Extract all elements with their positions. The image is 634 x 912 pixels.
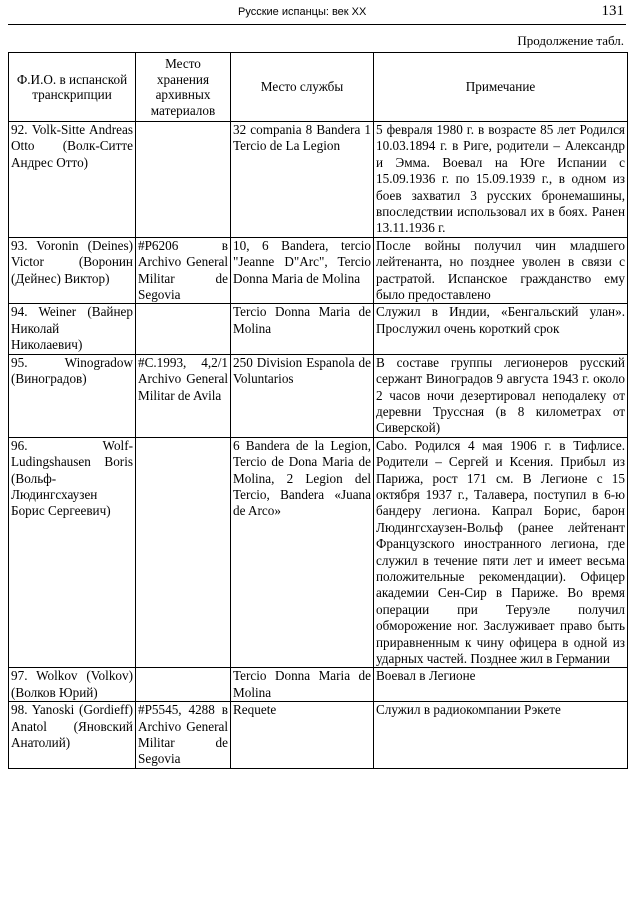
cell-archive: [136, 668, 231, 702]
cell-service: Tercio Donna Maria de Molina: [231, 668, 374, 702]
cell-name: 95. Winogradow (Виноградов): [9, 354, 136, 437]
column-header-archive: Место хранения архивных материалов: [136, 53, 231, 122]
column-header-service: Место службы: [231, 53, 374, 122]
page-number: 131: [601, 3, 624, 19]
table-header-row: [9, 53, 628, 122]
cell-name: 96. Wolf-Ludingshausen Boris (Вольф-Людингсхаузен Борис Сергеевич): [9, 437, 136, 668]
cell-note: Служил в радиокомпании Рэкете: [374, 702, 628, 769]
cell-note: Служил в Индии, «Бенгальский улан». Прослужил очень короткий срок: [374, 304, 628, 354]
cell-service: 32 compania 8 Bandera 1 Tercio de La Legion: [231, 122, 374, 238]
running-title: Русские испанцы: век XX: [238, 6, 367, 18]
cell-note: После войны получил чин младшего лейтенанта, но позднее уволен в связи с растратой. Испанское гражданство ему было предоставлено: [374, 237, 628, 304]
cell-archive: [136, 122, 231, 238]
cell-note: Воевал в Легионе: [374, 668, 628, 702]
cell-archive: [136, 437, 231, 668]
cell-archive: [136, 304, 231, 354]
running-header: [8, 2, 626, 25]
cell-note: 5 февраля 1980 г. в возрасте 85 лет Родился 10.03.1894 г. в Риге, родители – Александр и Эмма. Воевал на Юге Испании с 15.09.1936 г. по 15.09.1939 г., в одном из боев захватил 3 русских бронемашины, впоследствии использовал их в боях. Ранен 13.11.1936 г.: [374, 122, 628, 238]
column-header-note: Примечание: [374, 53, 628, 122]
cell-archive: #P6206 в Archivo General Militar de Segovia: [136, 237, 231, 304]
table-continuation-label: Продолжение табл.: [517, 33, 624, 48]
table-row: [9, 304, 628, 354]
cell-service: Requete: [231, 702, 374, 769]
cell-name: 98. Yanoski (Gordieff) Anatol (Яновский Анатолий): [9, 702, 136, 769]
cell-archive: #C.1993, 4,2/1 Archivo General Militar de Avila: [136, 354, 231, 437]
table-row: [9, 437, 628, 668]
cell-service: 10, 6 Bandera, tercio "Jeanne D"Arc", Tercio Donna Maria de Molina: [231, 237, 374, 304]
table-row: [9, 354, 628, 437]
cell-note: В составе группы легионеров русский сержант Виноградов 9 августа 1943 г. около 2 часов ночи дезертировал неподалеку от деревни Труссная (в 8 километрах от Сиверской): [374, 354, 628, 437]
cell-name: 94. Weiner (Вайнер Николай Николаевич): [9, 304, 136, 354]
cell-service: Tercio Donna Maria de Molina: [231, 304, 374, 354]
cell-archive: #P5545, 4288 в Archivo General Militar de Segovia: [136, 702, 231, 769]
cell-name: 92. Volk-Sitte Andreas Otto (Волк-Ситте Андрес Отто): [9, 122, 136, 238]
cell-note: Cabo. Родился 4 мая 1906 г. в Тифлисе. Родители – Сергей и Ксения. Прибыл из Парижа, рост 171 см. В Легионе с 15 октября 1937 г., Талавера, поступил в 6-ю бандеру легиона. Капрал Борис, барон Людингсхаузен-Вольф (ранее лейтенант Французского иностранного легиона, где служил в течение пяти лет и имеет весьма положительные рекомендации). Офицер академии Сен-Сир в Париже. Во время операции при Теруэле получил обморожение ног. Заслуживает право быть приравненным к чину офицера в одной из ударных частей. Позднее жил в Германии: [374, 437, 628, 668]
cell-service: 250 Division Espanola de Voluntarios: [231, 354, 374, 437]
table-row: [9, 237, 628, 304]
cell-service: 6 Bandera de la Legion, Tercio de Dona Maria de Molina, 2 Legion del Tercio, Bandera «Juana de Arco»: [231, 437, 374, 668]
cell-name: 97. Wolkov (Volkov) (Волков Юрий): [9, 668, 136, 702]
table-row: [9, 668, 628, 702]
table-row: [9, 702, 628, 769]
personnel-table: [8, 52, 628, 769]
column-header-name: Ф.И.О. в испанской транскрипции: [9, 53, 136, 122]
table-row: [9, 122, 628, 238]
cell-name: 93. Voronin (Deines) Victor (Воронин (Дейнес) Виктор): [9, 237, 136, 304]
